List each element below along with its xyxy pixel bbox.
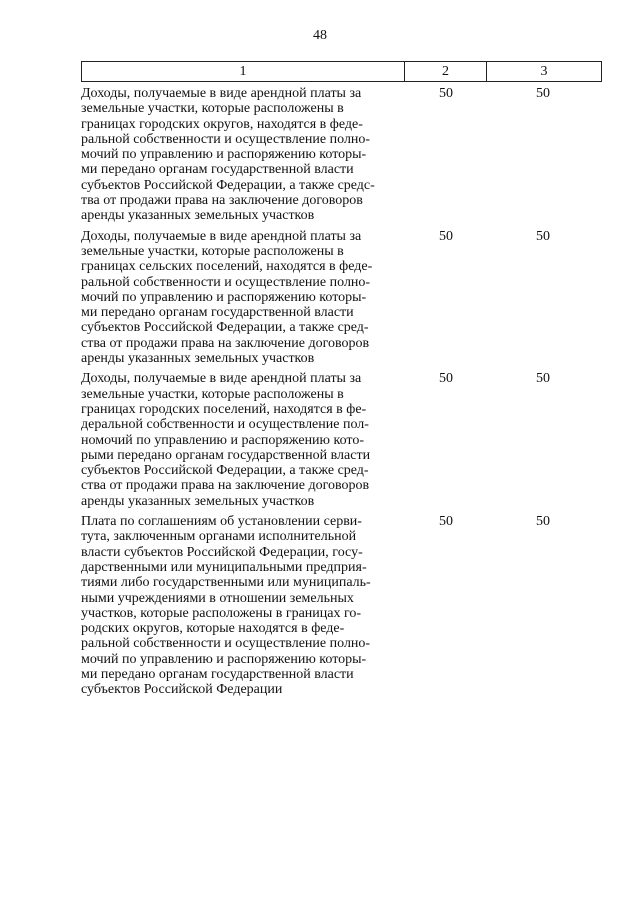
table-header-col3: 3 (540, 64, 548, 79)
row-col3-value: 50 (536, 86, 550, 101)
table-header-col2: 2 (405, 62, 487, 81)
table-header-col1: 1 (82, 62, 405, 81)
row-description: Доходы, получаемые в виде арендной платы за земельные участки, которые расположены в границах городских округов, находятся в феде- ральной собственности и осуществление полно- мочий по управлению и распоряжению которы- ми передано органам государственной власти субъектов Российской Федерации, а также средс- тва от продажи права на заключение договоров аренды указанных земельных участков (81, 86, 375, 224)
row-col3-value: 50 (536, 514, 550, 530)
row-col2-value: 50 (439, 371, 453, 387)
table-row (81, 229, 602, 367)
table-body (81, 86, 602, 703)
row-description: Плата по соглашениям об установлении серви- тута, заключенным органами исполнительной власти субъектов Российской Федерации, госу- дарственными или муниципальными предприя- тиями либо государственными или муниципаль- ными учреждениями в отношении земельных участков, которые расположены в границах го- родских округов, которые находятся в феде- ральной собственности и осуществление полно- мочий по управлению и распоряжению которы- ми передано органам государственной власти субъектов Российской Федерации (81, 514, 371, 698)
row-description: Доходы, получаемые в виде арендной платы за земельные участки, которые расположены в границах городских поселений, находятся в фе- деральной собственности и осуществление пол- номочий по управлению и распоряжению кото- рыми передано органам государственной власти субъектов Российской Федерации, а также сред- ства от продажи права на заключение договоров аренды указанных земельных участков (81, 371, 371, 509)
row-description: Доходы, получаемые в виде арендной платы за земельные участки, которые расположены в границах сельских поселений, находятся в феде- ральной собственности и осуществление полно- мочий по управлению и распоряжению которы- ми передано органам государственной власти субъектов Российской Федерации, а также сред- ства от продажи права на заключение договоров аренды указанных земельных участков (81, 228, 373, 367)
table-row (81, 371, 602, 509)
table-header-row (81, 61, 602, 82)
page-number: 48 (313, 28, 327, 43)
row-col3-value: 50 (536, 371, 550, 387)
row-col3-value: 50 (536, 228, 550, 244)
table-row (81, 514, 602, 698)
table-row (81, 86, 602, 224)
row-col2-value: 50 (439, 86, 453, 101)
row-col2-value: 50 (439, 228, 453, 244)
row-col2-value: 50 (439, 514, 453, 530)
